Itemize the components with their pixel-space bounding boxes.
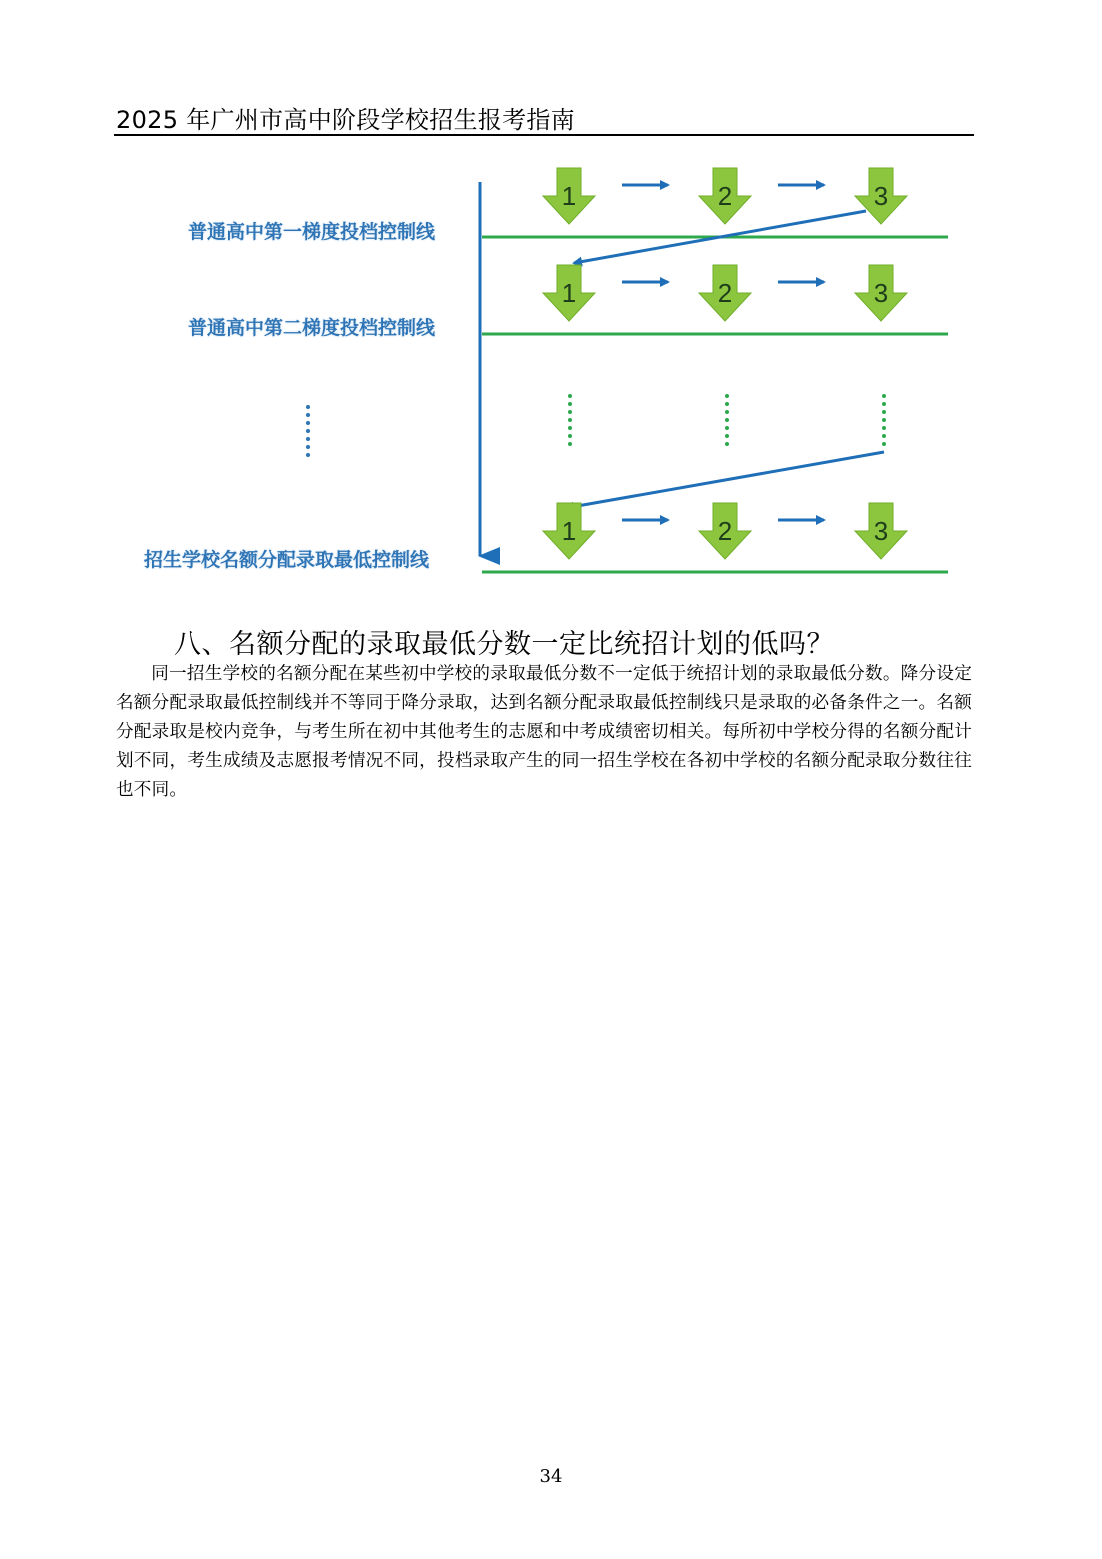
page-number: 34: [539, 1466, 563, 1487]
arrow-number: 3: [873, 278, 889, 308]
quota-min-label: 招生学校名额分配录取最低控制线: [144, 549, 430, 571]
section-paragraph: 同一招生学校的名额分配在某些初中学校的录取最低分数不一定低于统招计划的录取最低分数。降分设定名额分配录取最低控制线并不等同于降分录取，达到名额分配录取最低控制线只是录取的必备条件之一。名额分配录取是校内竞争，与考生所在初中其他考生的志愿和中考成绩密切相关。每所初中学校分得的名额分配计划不同，考生成绩及志愿报考情况不同，投档录取产生的同一招生学校在各初中学校的名额分配录取分数往往也不同。: [116, 664, 972, 800]
arrow-number: 2: [717, 516, 733, 546]
arrow-number: 3: [873, 181, 889, 211]
arrow-number: 3: [873, 516, 889, 546]
tier-1-label: 普通高中第一梯度投档控制线: [188, 221, 436, 243]
section-heading: 八、名额分配的录取最低分数一定比统招计划的低吗？: [174, 629, 834, 660]
arrow-number: 2: [717, 278, 733, 308]
document-title: 2025 年广州市高中阶段学校招生报考指南: [116, 106, 576, 134]
dotted-continuation: [306, 405, 310, 457]
diagonal-arrow-2: [566, 452, 884, 508]
arrow-number: 2: [717, 181, 733, 211]
arrow-number: 1: [561, 278, 577, 308]
tier-2-label: 普通高中第二梯度投档控制线: [188, 317, 436, 339]
arrow-number: 1: [561, 516, 577, 546]
arrow-number: 1: [561, 181, 577, 211]
